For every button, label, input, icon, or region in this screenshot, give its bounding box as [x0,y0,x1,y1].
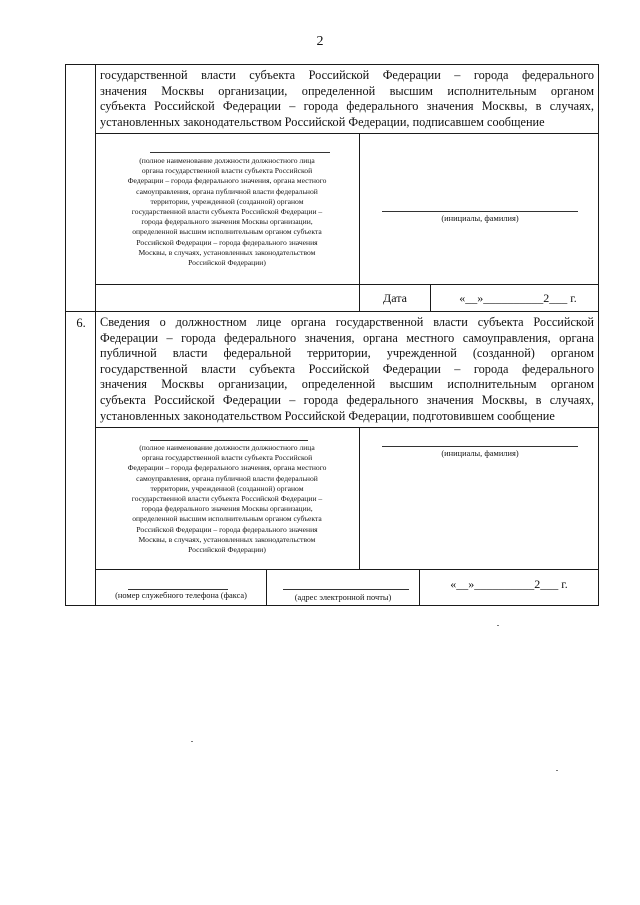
signature-fill-line [382,211,578,212]
text-line: установленных законодательством Российской Федерации, подготовившем сообщение [100,408,555,423]
email-caption: (адрес электронной почты) [294,593,392,602]
date-field: «__»__________2___ г. [459,291,577,305]
row-divider [95,427,599,428]
date-label: Дата [383,291,407,305]
position-caption: (полное наименование должности должностного лица органа государственной власти субъекта Российской Федерации – города федерального значения, органа местного самоуправления, органа публичной власти федеральной территории, учрежденной (созданной) органом государственной власти субъекта Российской Федерации – города федерального значения Москвы организации, определенной высшим исполнительным органом субъекта Российской Федерации – города федерального значения Москвы, в случаях, установленных законодательством Российской Федерации) [127,156,327,268]
text-line: Сведения о должностном лице органа государственной власти субъекта Российской [100,315,594,329]
signature-fill-line [382,446,578,447]
text-line: значения Москвы организации, определенной высшим исполнительным органом [100,377,594,392]
phone-fill-line [128,589,228,590]
row-number: 6. [76,316,86,330]
signature-caption: (инициалы, фамилия) [441,449,519,458]
section-divider [65,311,599,312]
top-section-text [100,68,594,130]
text-line: значения Москвы организации, определенной высшим исполнительным органом [100,83,594,98]
page-number: 2 [316,34,324,49]
scan-speck [191,741,193,742]
text-line: государственной власти субъекта Российской Федерации – города федерального [100,68,594,82]
position-fill-line [150,440,308,441]
position-fill-line [150,152,330,153]
phone-caption: (номер служебного телефона (факса) [115,591,247,600]
text-line: субъекта Российской Федерации – города федерального значения Москвы, в случаях, [100,99,594,114]
table-top-border [65,64,599,65]
text-line: государственной власти субъекта Российской Федерации – города федерального [100,361,594,376]
row-divider [95,569,599,570]
scan-speck [497,625,499,626]
text-line: субъекта Российской Федерации – города федерального значения Москвы, в случаях, [100,392,594,407]
date-field: «__»__________2___ г. [450,577,568,591]
column-divider [430,284,431,311]
text-line: публичной власти федеральной территории, учрежденной (созданной) органом [100,346,594,361]
column-divider [359,133,360,311]
position-caption: (полное наименование должности должностного лица органа государственной власти субъекта Российской Федерации – города федерального значения, органа местного самоуправления, органа публичной власти федеральной территории, учрежденной (созданной) органом государственной власти субъекта Российской Федерации – города федерального значения Москвы организации, определенной высшим исполнительным органом субъекта Российской Федерации – города федерального значения Москвы, в случаях, установленных законодательством Российской Федерации) [127,443,327,555]
table-bottom-border [65,605,599,606]
column-divider [266,569,267,605]
section-6-text [100,315,594,424]
column-divider [419,569,420,605]
row-divider [95,133,599,134]
row-divider [95,284,599,285]
text-line: установленных законодательством Российской Федерации, подписавшем сообщение [100,114,545,129]
table-border-left [65,64,66,605]
text-line: Федерации – города федерального значения, органа местного самоуправления, органа [100,330,594,345]
email-fill-line [283,589,409,590]
column-divider [359,427,360,569]
number-column-divider [95,64,96,605]
scan-speck [556,770,558,771]
signature-caption: (инициалы, фамилия) [441,214,519,223]
table-border-right [598,64,599,605]
